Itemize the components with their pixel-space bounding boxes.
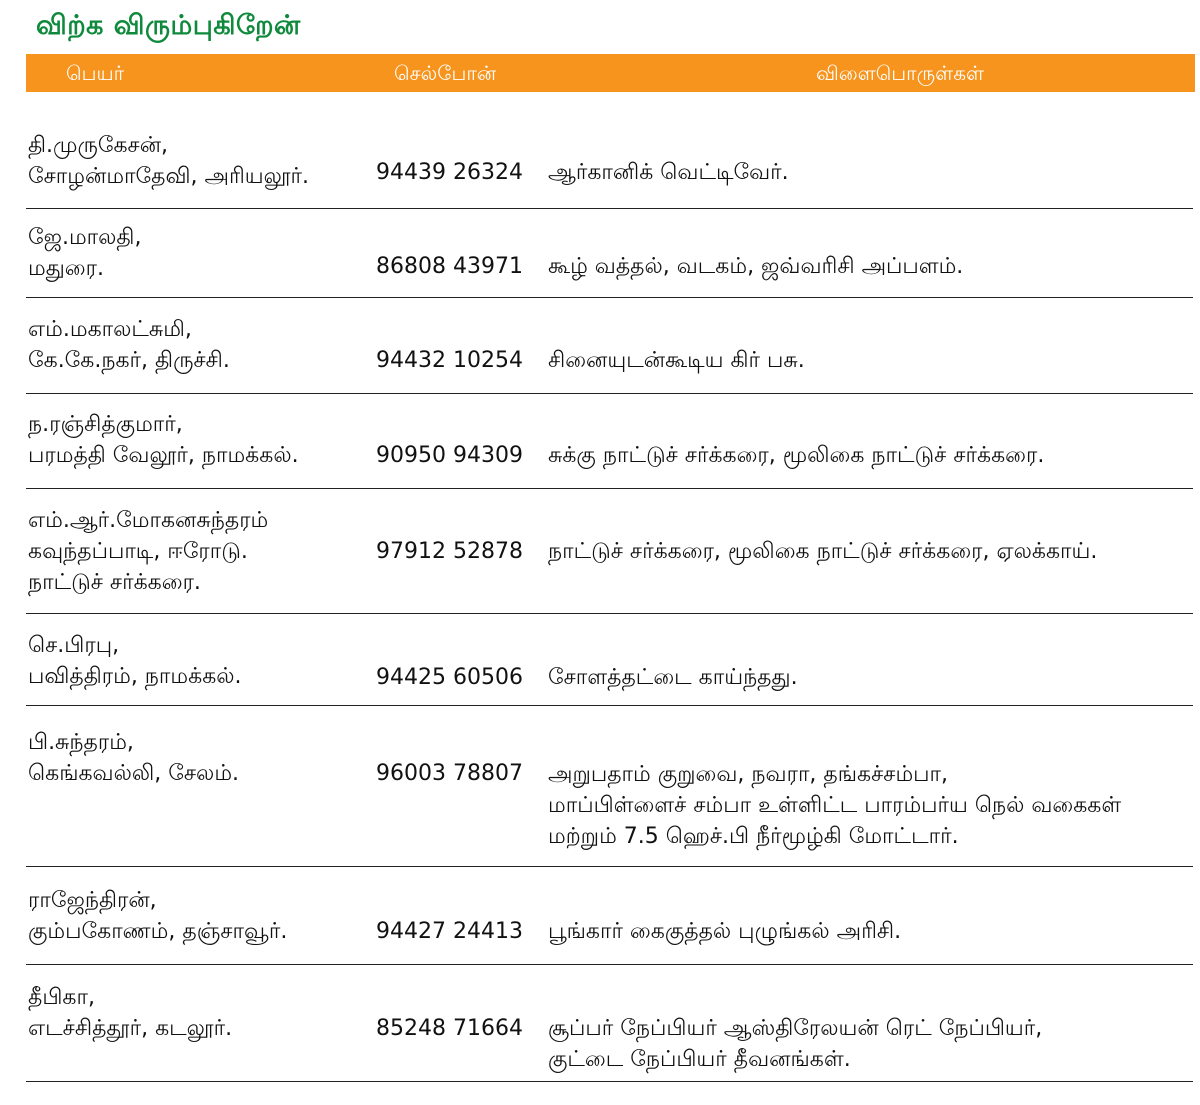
seller-name-cell [28,222,358,284]
table-row [26,209,1193,298]
seller-product-line: பூங்கார் கைகுத்தல் புழுங்கல் அரிசி. [548,919,902,944]
seller-name-line: சோழன்மாதேவி, அரியலூர். [28,164,310,189]
seller-product-line: குட்டை நேப்பியர் தீவனங்கள். [548,1047,851,1072]
seller-name-line: பவித்திரம், நாமக்கல். [28,664,242,689]
header-name: பெயர் [66,61,125,85]
seller-name-cell [28,630,358,692]
seller-phone: 90950 94309 [376,443,523,468]
seller-product-line: சூப்பர் நேப்பியர் ஆஸ்திரேலயன் ரெட் நேப்பியர், [548,1016,1043,1041]
seller-product-line: அறுபதாம் குறுவை, நவரா, தங்கச்சம்பா, [548,762,949,787]
seller-phone: 94432 10254 [376,348,523,373]
seller-product-line: ஆர்கானிக் வெட்டிவேர். [548,160,789,185]
seller-phone: 85248 71664 [376,1016,523,1041]
seller-product-line: மாப்பிள்ளைச் சம்பா உள்ளிட்ட பாரம்பர்ய நெல் வகைகள் [548,793,1122,818]
page-title: விற்க விரும்புகிறேன் [36,10,301,41]
table-row [26,298,1193,394]
seller-phone: 94425 60506 [376,665,523,690]
seller-name-cell [28,727,358,789]
seller-products-cell [548,759,1188,852]
seller-phone: 94439 26324 [376,160,523,185]
seller-products-cell [548,916,1188,947]
table-row [26,614,1193,706]
seller-product-line: கூழ் வத்தல், வடகம், ஜவ்வரிசி அப்பளம். [548,254,964,279]
seller-products-cell [548,345,1188,376]
seller-name-line: கே.கே.நகர், திருச்சி. [28,348,230,373]
seller-name-line: எம்.மகாலட்சுமி, [28,317,192,342]
header-products: விளைபொருள்கள் [816,61,985,85]
seller-product-line: மற்றும் 7.5 ஹெச்.பி நீர்மூழ்கி மோட்டார். [548,824,959,849]
seller-name-line: கும்பகோணம், தஞ்சாவூர். [28,919,288,944]
table-row [26,965,1193,1082]
seller-product-line: நாட்டுச் சர்க்கரை, மூலிகை நாட்டுச் சர்க்கரை, ஏலக்காய். [548,539,1098,564]
header-phone: செல்போன் [394,61,497,85]
table-row [26,867,1193,965]
seller-products-cell [548,251,1188,282]
table-row [26,489,1193,614]
seller-name-cell [28,130,358,192]
table-row [26,706,1193,867]
seller-name-cell [28,314,358,376]
seller-name-cell [28,505,358,598]
seller-name-line: தி.முருகேசன், [28,133,169,158]
table-header [26,54,1195,92]
seller-name-line: ஜே.மாலதி, [28,225,142,250]
seller-product-line: சுக்கு நாட்டுச் சர்க்கரை, மூலிகை நாட்டுச் சர்க்கரை. [548,443,1045,468]
table-row [26,394,1193,489]
seller-phone: 94427 24413 [376,919,523,944]
seller-name-line: கெங்கவல்லி, சேலம். [28,761,240,786]
seller-name-cell [28,885,358,947]
seller-name-line: தீபிகா, [28,985,95,1010]
seller-name-line: செ.பிரபு, [28,633,120,658]
seller-product-line: சோளத்தட்டை காய்ந்தது. [548,665,798,690]
seller-name-line: ந.ரஞ்சித்குமார், [28,412,183,437]
seller-name-line: கவுந்தப்பாடி, ஈரோடு. [28,539,248,564]
seller-name-line: ராஜேந்திரன், [28,888,157,913]
seller-products-cell [548,536,1188,567]
seller-products-cell [548,1013,1188,1075]
seller-phone: 86808 43971 [376,254,523,279]
seller-products-cell [548,440,1188,471]
seller-name-cell [28,982,358,1044]
seller-phone: 96003 78807 [376,761,523,786]
seller-name-line: எடச்சித்தூர், கடலூர். [28,1016,233,1041]
seller-name-cell [28,409,358,471]
seller-name-line: எம்.ஆர்.மோகனசுந்தரம் [28,508,269,533]
seller-products-cell [548,157,1188,188]
seller-name-line: பரமத்தி வேலூர், நாமக்கல். [28,443,299,468]
seller-name-line: பி.சுந்தரம், [28,730,134,755]
table-row [26,110,1193,209]
seller-name-line: மதுரை. [28,256,104,281]
seller-name-line: நாட்டுச் சர்க்கரை. [28,570,201,595]
seller-product-line: சினையுடன்கூடிய கிர் பசு. [548,348,805,373]
seller-products-cell [548,662,1188,693]
seller-phone: 97912 52878 [376,539,523,564]
